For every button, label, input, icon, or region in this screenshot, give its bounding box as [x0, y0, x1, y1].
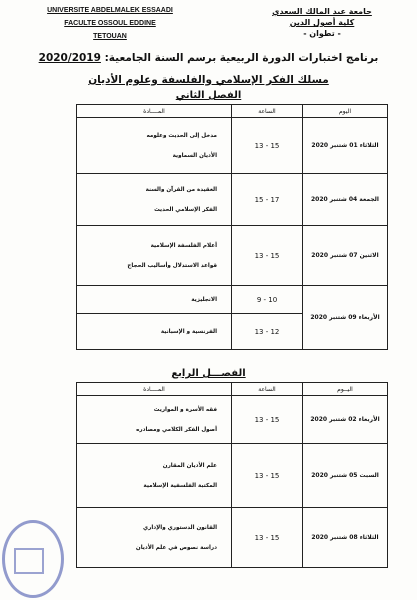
exam-day: الأربعاء 02 شتنبر 2020: [303, 396, 388, 444]
subject-name: فقه الأسرة و المواريث: [153, 406, 217, 413]
exam-hours: 13 - 15: [232, 508, 303, 568]
table-row: [77, 444, 388, 508]
table-row: [77, 174, 388, 226]
exam-subjects: [77, 314, 232, 350]
academic-year: 2020/2019: [38, 52, 101, 64]
subject-name: العقيدة من القرآن والسنة: [145, 186, 217, 193]
subject-name: مدخل إلى الحديث وعلومه: [146, 132, 217, 139]
subject-name: المكتبة الفلسفية الإسلامية: [143, 482, 217, 489]
subject-name: قواعد الاستدلال وأساليب الحجاج: [127, 262, 217, 269]
exam-day: الثلاثاء 01 شتنبر 2020: [303, 118, 388, 174]
exam-day: الجمعة 04 شتنبر 2020: [303, 174, 388, 226]
city-name-ar: - تطوان -: [303, 29, 341, 38]
faculty-name-ar: كلية أصول الدين: [289, 18, 355, 27]
exam-day: الأربعاء 09 شتنبر 2020: [303, 286, 388, 350]
exam-subjects: [77, 118, 232, 174]
subject-name: الأديان السماوية: [172, 152, 217, 159]
exam-subjects: [77, 226, 232, 286]
header-day: اليــوم: [303, 383, 388, 396]
exam-hours: 13 - 12: [232, 314, 303, 350]
title-text: برنامج اختبارات الدورة الربيعية برسم السنة الجامعية:: [104, 52, 379, 64]
table-row: [77, 118, 388, 174]
subject-name: الفكر الإسلامي الحديث: [154, 206, 217, 213]
subject-name: دراسة نصوص في علم الأديان: [135, 544, 217, 551]
exam-subjects: [77, 508, 232, 568]
table-row: [77, 396, 388, 444]
table-header-row: [77, 105, 388, 118]
table-row: [77, 286, 388, 314]
university-header-ar: [267, 6, 377, 39]
exam-hours: 13 - 15: [232, 118, 303, 174]
subject-name: أصول الفكر الكلامي ومصادره: [136, 426, 217, 433]
semester-4-table: [76, 382, 388, 568]
exam-subjects: [77, 396, 232, 444]
header-hours: الساعة: [232, 383, 303, 396]
page-title: [0, 52, 417, 64]
exam-hours: 13 - 15: [232, 396, 303, 444]
table-header-row: [77, 383, 388, 396]
exam-subjects: [77, 444, 232, 508]
table-row: [77, 226, 388, 286]
header-day: اليوم: [303, 105, 388, 118]
semester-2-table: [76, 104, 388, 350]
official-stamp-center: [14, 548, 44, 574]
university-name-ar: جامعة عبد المالك السعدي: [272, 7, 372, 16]
exam-day: الثلاثاء 08 شتنبر 2020: [303, 508, 388, 568]
exam-hours: 15 - 17: [232, 174, 303, 226]
exam-hours: 13 - 15: [232, 226, 303, 286]
exam-day: السبت 05 شتنبر 2020: [303, 444, 388, 508]
exam-subjects: [77, 286, 232, 314]
exam-hours: 13 - 15: [232, 444, 303, 508]
program-name: مسلك الفكر الإسلامي والفلسفة وعلوم الأديان: [88, 74, 329, 86]
semester-4-title: الفصـــل الرابع: [171, 368, 246, 379]
subject-name: الفرنسية و الإسبانية: [160, 328, 217, 335]
university-name-fr: UNIVERSITE ABDELMALEK ESSAADI: [47, 7, 173, 14]
subject-name: أعلام الفلسفة الإسلامية: [150, 242, 217, 249]
exam-day: الاثنين 07 شتنبر 2020: [303, 226, 388, 286]
table-row: [77, 508, 388, 568]
exam-hours: 9 - 10: [232, 286, 303, 314]
exam-subjects: [77, 174, 232, 226]
subject-name: الانجليزية: [191, 296, 217, 303]
faculty-name-fr: FACULTE OSSOUL EDDINE: [64, 20, 156, 27]
subject-name: القانون الدستوري والإداري: [142, 524, 217, 531]
city-name-fr: TETOUAN: [93, 33, 127, 40]
header-hours: الساعة: [232, 105, 303, 118]
university-header-fr: [30, 4, 190, 43]
semester-2-title: الفصل الثاني: [175, 90, 242, 101]
header-subject: المــــادة: [77, 105, 232, 118]
header-subject: المــــادة: [77, 383, 232, 396]
subject-name: علم الأديان المقارن: [162, 462, 217, 469]
